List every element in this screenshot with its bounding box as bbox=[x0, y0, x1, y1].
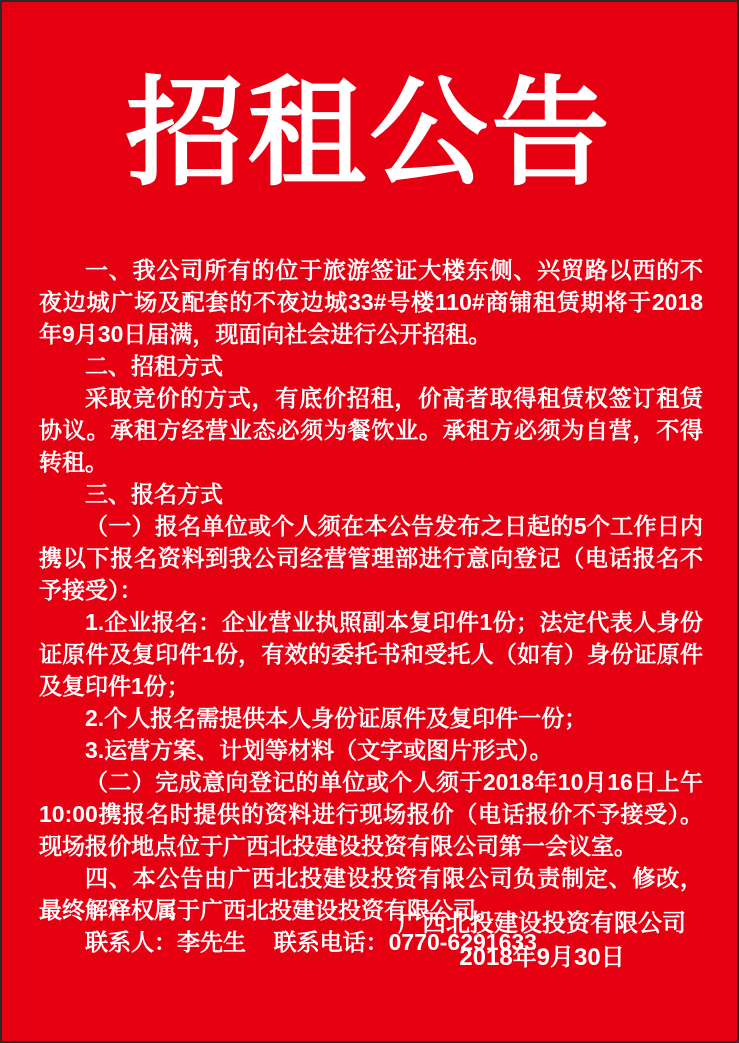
paragraph-registration-intro: （一）报名单位或个人须在本公告发布之日起的5个工作日内携以下报名资料到我公司经营管理部进行意向登记（电话报名不予接受）： bbox=[39, 513, 703, 603]
paragraph-operation-plan: 3.运营方案、计划等材料（文字或图片形式）。 bbox=[85, 737, 553, 763]
paragraph-onsite-bidding: （二）完成意向登记的单位或个人须于2018年10月16日上午10:00携报名时提供的资料进行现场报价（电话报价不予接受）。现场报价地点位于广西北投建设投资有限公司第一会议室。 bbox=[39, 769, 703, 859]
paragraph-item-2: 采取竞价的方式，有底价招租，价高者取得租赁权签订租赁协议。承租方经营业态必须为餐饮业。承租方必须为自营，不得转租。 bbox=[39, 385, 703, 475]
announcement-body bbox=[2, 254, 737, 958]
paragraph-individual-registration: 2.个人报名需提供本人身份证原件及复印件一份； bbox=[85, 705, 588, 731]
signature-date: 2018年9月30日 bbox=[459, 944, 625, 971]
paragraph-enterprise-registration: 1.企业报名：企业营业执照副本复印件1份；法定代表人身份证原件及复印件1份，有效的委托书和受托人（如有）身份证原件及复印件1份； bbox=[39, 609, 703, 699]
signature-company-name: 广西北投建设投资有限公司 bbox=[398, 910, 686, 937]
poster-title: 招租公告 bbox=[125, 63, 614, 202]
paragraph-interpretation-rights: 四、本公告由广西北投建设投资有限公司负责制定、修改，最终解释权属于广西北投建设投资有限公司。 bbox=[39, 865, 703, 923]
paragraph-section-2-heading: 二、招租方式 bbox=[85, 353, 223, 379]
contact-person-label: 联系人： bbox=[85, 929, 177, 955]
paragraph-section-3-heading: 三、报名方式 bbox=[85, 481, 223, 507]
paragraph-item-1: 一、我公司所有的位于旅游签证大楼东侧、兴贸路以西的不夜边城广场及配套的不夜边城33#号楼110#商铺租赁期将于2018年9月30日届满，现面向社会进行公开招租。 bbox=[39, 257, 703, 347]
contact-phone-number: 0770-6291633 bbox=[388, 929, 537, 955]
contact-phone-label: 联系电话： bbox=[273, 929, 389, 955]
signature-block bbox=[377, 907, 707, 975]
contact-person-name: 李先生 bbox=[177, 929, 246, 955]
